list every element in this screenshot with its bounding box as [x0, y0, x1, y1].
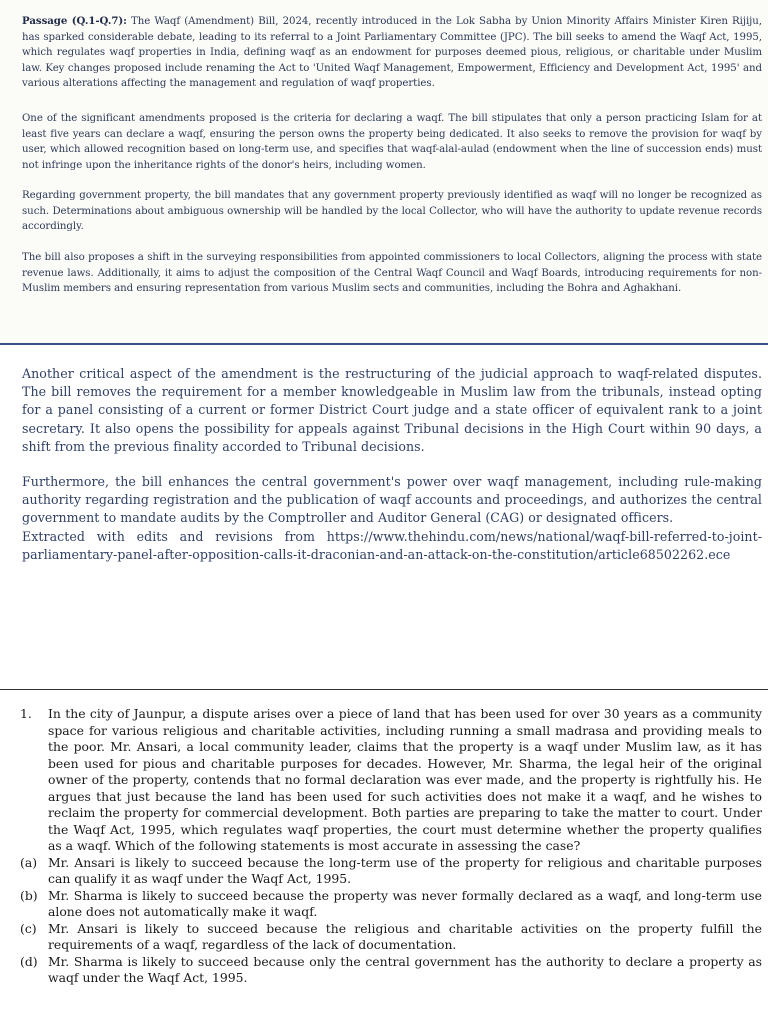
- option-label: (d): [20, 953, 38, 969]
- option-d[interactable]: [20, 954, 762, 987]
- question-number: 1.: [20, 706, 32, 721]
- option-b[interactable]: [20, 888, 762, 921]
- passage-paragraph-5: Another critical aspect of the amendment is the restructuring of the judicial approach to waqf-related disputes. The bill removes the requirement for a member knowledgeable in Muslim law from the tribunals, instead opting for a panel consisting of a current or former District Court judge and a state officer of equivalent rank to a joint secretary. It also opens the possibility for appeals against Tribunal decisions in the High Court within 90 days, a shift from the previous finality accorded to Tribunal decisions.: [22, 366, 762, 454]
- question-section: [0, 690, 768, 1024]
- blank-space: [0, 575, 768, 689]
- option-label: (a): [20, 854, 38, 870]
- option-text: Mr. Sharma is likely to succeed because only the central government has the authority to declare a property as waqf under the Waqf Act, 1995.: [48, 953, 762, 985]
- question-stem: In the city of Jaunpur, a dispute arises over a piece of land that has been used for over 30 years as a community space for various religious and charitable activities, including running a small madrasa and providing meals to the poor. Mr. Ansari, a local community leader, claims that the property is a waqf under Muslim law, as it has been used for pious and charitable purposes for decades. However, Mr. Sharma, the legal heir of the original owner of the property, contends that no formal declaration was ever made, and the property is rightfully his. He argues that just because the land has been used for such activities does not make it a waqf, and he wishes to reclaim the property for commercial development. Both parties are preparing to take the matter to court. Under the Waqf Act, 1995, which regulates waqf properties, the court must determine whether the property qualifies as a waqf. Which of the following statements is most accurate in assessing the case?: [48, 706, 762, 853]
- option-text: Mr. Sharma is likely to succeed because the property was never formally declared as a waqf, and long-term use alone does not automatically make it waqf.: [48, 887, 762, 919]
- question-1: [20, 706, 762, 987]
- passage-label: Passage (Q.1-Q.7):: [22, 15, 127, 27]
- option-text: Mr. Ansari is likely to succeed because the religious and charitable activities on the property fulfill the requirements of a waqf, regardless of the lack of documentation.: [48, 920, 762, 952]
- options-list: [20, 855, 762, 987]
- passage-scan-top: [0, 0, 768, 344]
- passage-paragraph-6: Furthermore, the bill enhances the central government's power over waqf management, including rule-making authority regarding registration and the publication of waqf accounts and proceedings, and authorizes the central government to mandate audits by the Comptroller and Auditor General (CAG) or designated officers.: [22, 474, 762, 526]
- option-label: (b): [20, 887, 38, 903]
- option-c[interactable]: [20, 921, 762, 954]
- passage-paragraph-1: [22, 14, 762, 92]
- passage-paragraph-3: Regarding government property, the bill mandates that any government property previously identified as waqf will no longer be recognized as such. Determinations about ambiguous ownership will be handled by the local Collector, who will have the authority to update revenue records accordingly.: [22, 190, 762, 232]
- option-text: Mr. Ansari is likely to succeed because the long-term use of the property for religious and charitable purposes can qualify it as waqf under the Waqf Act, 1995.: [48, 854, 762, 886]
- passage-scan-bottom: [0, 345, 768, 575]
- passage-paragraph-4: The bill also proposes a shift in the surveying responsibilities from appointed commissioners to local Collectors, aligning the process with state revenue laws. Additionally, it aims to adjust the composition of the Central Waqf Council and Waqf Boards, introducing requirements for non-Muslim members and ensuring representation from various Muslim sects and communities, including the Bohra and Aghakhani.: [22, 252, 762, 294]
- passage-paragraph-2: One of the significant amendments proposed is the criteria for declaring a waqf. The bill stipulates that only a person practicing Islam for at least five years can declare a waqf, ensuring the person owns the property being dedicated. It also seeks to remove the provision for waqf by user, which allowed recognition based on long-term use, and specifies that waqf-alal-aulad (endowment when the line of succession ends) must not infringe upon the inheritance rights of the donor's heirs, including women.: [22, 113, 762, 171]
- option-label: (c): [20, 920, 37, 936]
- passage-paragraph-1-text: The Waqf (Amendment) Bill, 2024, recently introduced in the Lok Sabha by Union Minority Affairs Minister Kiren Rijiju, has sparked considerable debate, leading to its referral to a Joint Parliamentary Committee (JPC). The bill seeks to amend the Waqf Act, 1995, which regulates waqf properties in India, defining waqf as an endowment for purposes deemed pious, religious, or charitable under Muslim law. Key changes proposed include renaming the Act to 'United Waqf Management, Empowerment, Efficiency and Development Act, 1995' and various alterations affecting the management and regulation of waqf properties.: [22, 16, 762, 89]
- option-a[interactable]: [20, 855, 762, 888]
- source-citation: Extracted with edits and revisions from https://www.thehindu.com/news/national/waqf-bill-referred-to-joint-parliamentary-panel-after-opposition-calls-it-draconian-and-an-attack-on-the-constitution/article68502262.ece: [22, 529, 762, 563]
